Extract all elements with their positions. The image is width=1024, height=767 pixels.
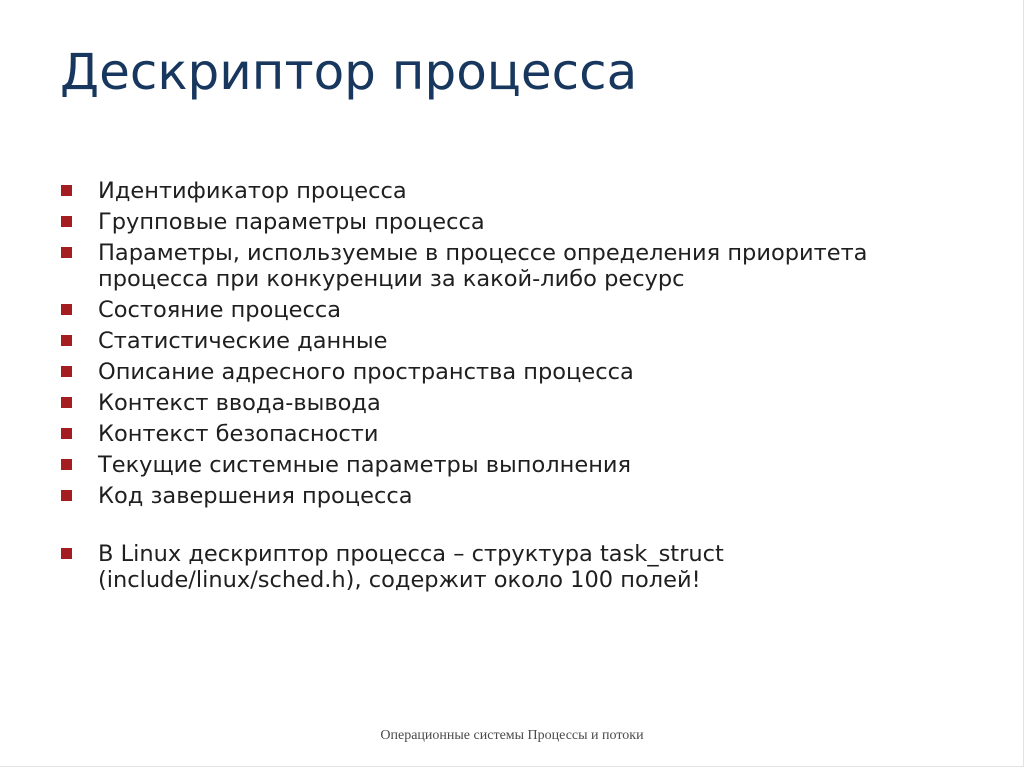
bullet-text: Статистические данные [98,328,388,354]
square-bullet-icon [61,459,72,470]
bullet-item [60,240,980,292]
square-bullet-icon [61,304,72,315]
bullet-text: Контекст безопасности [98,421,379,447]
square-bullet-icon [61,490,72,501]
square-bullet-icon [61,397,72,408]
bullet-item-linux-note [60,541,980,593]
square-bullet-icon [61,247,72,258]
square-bullet-icon [61,428,72,439]
slide-footer: Операционные системы Процессы и потоки [380,728,644,743]
bullet-item [60,359,980,385]
bullet-item [60,452,980,478]
bullet-text: Параметры, используемые в процессе определения приоритета процесса при конкуренции за какой-либо ресурс [98,240,868,292]
bullet-text: В Linux дескриптор процесса – структура task_struct (include/linux/sched.h), содержит около 100 полей! [98,541,724,593]
bullet-text: Контекст ввода-вывода [98,390,381,416]
bullet-item [60,209,980,235]
square-bullet-icon [61,335,72,346]
bullet-text: Состояние процесса [98,297,342,323]
bullet-item [60,297,980,323]
square-bullet-icon [61,216,72,227]
bullet-text: Групповые параметры процесса [98,209,485,235]
bullet-item [60,390,980,416]
bullet-item [60,328,980,354]
square-bullet-icon [61,366,72,377]
bullet-text: Идентификатор процесса [98,178,407,204]
square-bullet-icon [61,548,72,559]
bullet-text: Текущие системные параметры выполнения [98,452,632,478]
bullet-item [60,178,980,204]
slide-title: Дескриптор процесса [60,43,638,101]
bullet-list [60,178,980,598]
bullet-item [60,421,980,447]
square-bullet-icon [61,185,72,196]
bullet-item [60,483,980,509]
bullet-text: Описание адресного пространства процесса [98,359,634,385]
bullet-text: Код завершения процесса [98,483,413,509]
